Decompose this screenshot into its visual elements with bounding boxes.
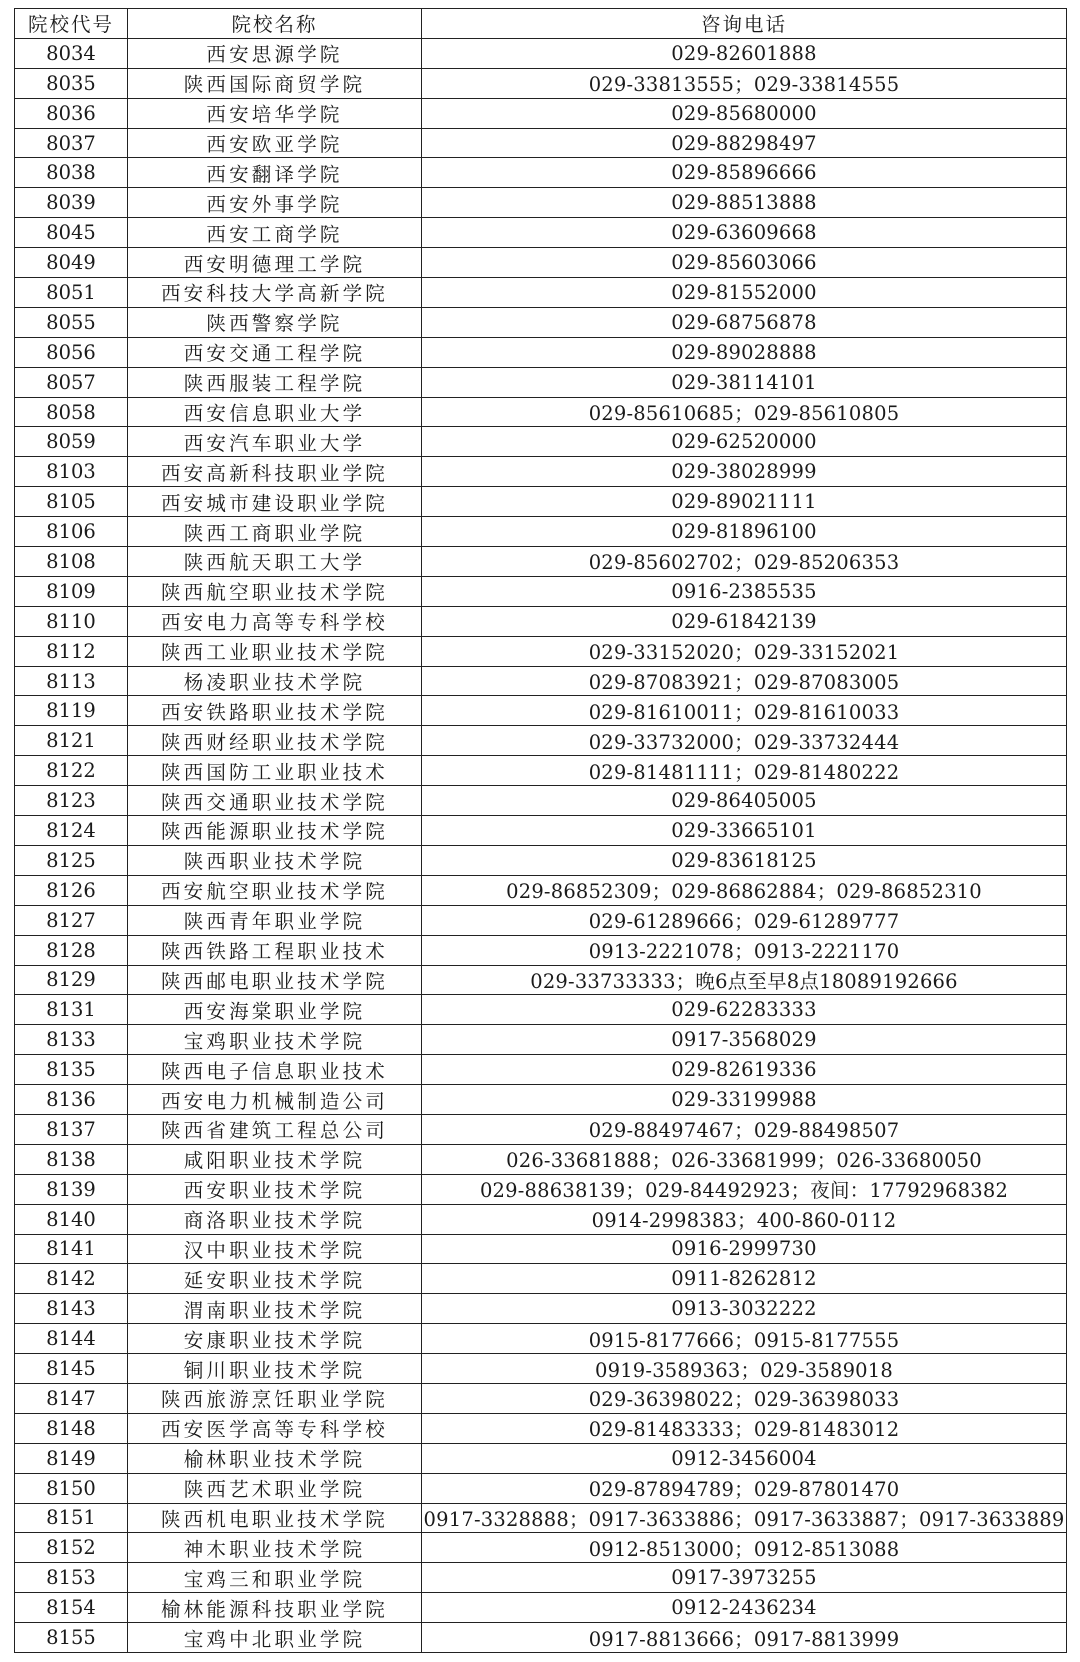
- school-name-cell: 西安欧亚学院: [128, 128, 422, 158]
- phone-cell: 0914-2998383；400-860-0112: [422, 1204, 1067, 1234]
- school-code-cell: 8122: [15, 756, 128, 786]
- header-phone: 咨询电话: [422, 9, 1067, 39]
- table-row: [15, 547, 1067, 577]
- school-code-cell: 8149: [15, 1443, 128, 1473]
- table-row: [15, 1354, 1067, 1384]
- table-row: [15, 965, 1067, 995]
- table-row: [15, 98, 1067, 128]
- table-row: [15, 905, 1067, 935]
- table-row: [15, 188, 1067, 218]
- phone-cell: 029-36398022；029-36398033: [422, 1383, 1067, 1413]
- phone-cell: 029-85603066: [422, 248, 1067, 278]
- phone-cell: 0915-8177666；0915-8177555: [422, 1324, 1067, 1354]
- school-name-cell: 西安思源学院: [128, 38, 422, 68]
- school-code-cell: 8055: [15, 307, 128, 337]
- table-row: [15, 1623, 1067, 1653]
- school-code-cell: 8135: [15, 1055, 128, 1085]
- school-code-cell: 8058: [15, 397, 128, 427]
- table-row: [15, 756, 1067, 786]
- table-row: [15, 158, 1067, 188]
- school-name-cell: 陕西能源职业技术学院: [128, 816, 422, 846]
- phone-cell: 029-85610685；029-85610805: [422, 397, 1067, 427]
- table-row: [15, 248, 1067, 278]
- table-row: [15, 1085, 1067, 1115]
- school-code-cell: 8121: [15, 726, 128, 756]
- phone-cell: 029-87083921；029-87083005: [422, 666, 1067, 696]
- phone-cell: 029-85896666: [422, 158, 1067, 188]
- table-row: [15, 1503, 1067, 1533]
- table-row: [15, 576, 1067, 606]
- school-name-cell: 西安电力高等专科学校: [128, 606, 422, 636]
- school-code-cell: 8152: [15, 1533, 128, 1563]
- table-row: [15, 1025, 1067, 1055]
- phone-cell: 029-86405005: [422, 786, 1067, 816]
- school-code-cell: 8133: [15, 1025, 128, 1055]
- table-row: [15, 1234, 1067, 1264]
- school-name-cell: 宝鸡三和职业学院: [128, 1563, 422, 1593]
- table-row: [15, 1473, 1067, 1503]
- phone-cell: 029-88298497: [422, 128, 1067, 158]
- table-row: [15, 1563, 1067, 1593]
- school-code-cell: 8051: [15, 278, 128, 308]
- school-code-cell: 8108: [15, 547, 128, 577]
- phone-cell: 0917-3973255: [422, 1563, 1067, 1593]
- school-name-cell: 陕西国防工业职业技术: [128, 756, 422, 786]
- phone-cell: 029-82619336: [422, 1055, 1067, 1085]
- school-code-cell: 8128: [15, 935, 128, 965]
- table-row: [15, 606, 1067, 636]
- school-name-cell: 西安培华学院: [128, 98, 422, 128]
- school-code-cell: 8147: [15, 1383, 128, 1413]
- phone-cell: 0913-3032222: [422, 1294, 1067, 1324]
- school-code-cell: 8126: [15, 875, 128, 905]
- school-name-cell: 陕西航天职工大学: [128, 547, 422, 577]
- school-name-cell: 宝鸡职业技术学院: [128, 1025, 422, 1055]
- phone-cell: 026-33681888；026-33681999；026-33680050: [422, 1144, 1067, 1174]
- school-name-cell: 西安外事学院: [128, 188, 422, 218]
- table-row: [15, 397, 1067, 427]
- school-name-cell: 西安明德理工学院: [128, 248, 422, 278]
- school-code-cell: 8155: [15, 1623, 128, 1653]
- school-name-cell: 榆林职业技术学院: [128, 1443, 422, 1473]
- table-row: [15, 367, 1067, 397]
- table-row: [15, 1593, 1067, 1623]
- school-code-cell: 8057: [15, 367, 128, 397]
- table-row: [15, 1294, 1067, 1324]
- school-code-cell: 8119: [15, 696, 128, 726]
- school-name-cell: 陕西铁路工程职业技术: [128, 935, 422, 965]
- phone-cell: 0912-3456004: [422, 1443, 1067, 1473]
- phone-cell: 029-86852309；029-86862884；029-86852310: [422, 875, 1067, 905]
- phone-cell: 029-81481111；029-81480222: [422, 756, 1067, 786]
- school-name-cell: 汉中职业技术学院: [128, 1234, 422, 1264]
- table-row: [15, 218, 1067, 248]
- school-name-cell: 陕西交通职业技术学院: [128, 786, 422, 816]
- phone-cell: 0917-3328888；0917-3633886；0917-3633887；0917-3633889: [422, 1503, 1067, 1533]
- phone-cell: 029-81552000: [422, 278, 1067, 308]
- school-code-cell: 8109: [15, 576, 128, 606]
- school-name-cell: 陕西警察学院: [128, 307, 422, 337]
- table-row: [15, 278, 1067, 308]
- phone-cell: 029-81896100: [422, 517, 1067, 547]
- table-row: [15, 1533, 1067, 1563]
- phone-cell: 0916-2999730: [422, 1234, 1067, 1264]
- table-row: [15, 337, 1067, 367]
- table-row: [15, 38, 1067, 68]
- school-code-cell: 8110: [15, 606, 128, 636]
- table-row: [15, 487, 1067, 517]
- phone-cell: 0913-2221078；0913-2221170: [422, 935, 1067, 965]
- table-row: [15, 666, 1067, 696]
- school-code-cell: 8113: [15, 666, 128, 696]
- table-row: [15, 935, 1067, 965]
- school-code-cell: 8139: [15, 1174, 128, 1204]
- school-name-cell: 铜川职业技术学院: [128, 1354, 422, 1384]
- school-name-cell: 陕西职业技术学院: [128, 845, 422, 875]
- phone-cell: 029-81483333；029-81483012: [422, 1413, 1067, 1443]
- school-name-cell: 陕西工业职业技术学院: [128, 636, 422, 666]
- school-code-cell: 8150: [15, 1473, 128, 1503]
- phone-cell: 029-33665101: [422, 816, 1067, 846]
- school-name-cell: 西安铁路职业技术学院: [128, 696, 422, 726]
- school-contact-table: [14, 8, 1067, 1653]
- school-code-cell: 8140: [15, 1204, 128, 1234]
- school-code-cell: 8148: [15, 1413, 128, 1443]
- table-row: [15, 1055, 1067, 1085]
- school-name-cell: 陕西国际商贸学院: [128, 68, 422, 98]
- school-code-cell: 8123: [15, 786, 128, 816]
- phone-cell: 029-88497467；029-88498507: [422, 1114, 1067, 1144]
- school-name-cell: 西安工商学院: [128, 218, 422, 248]
- school-name-cell: 西安海棠职业学院: [128, 995, 422, 1025]
- phone-cell: 029-89028888: [422, 337, 1067, 367]
- table-row: [15, 427, 1067, 457]
- school-code-cell: 8129: [15, 965, 128, 995]
- school-code-cell: 8039: [15, 188, 128, 218]
- school-name-cell: 陕西电子信息职业技术: [128, 1055, 422, 1085]
- school-name-cell: 陕西工商职业学院: [128, 517, 422, 547]
- school-name-cell: 渭南职业技术学院: [128, 1294, 422, 1324]
- school-code-cell: 8036: [15, 98, 128, 128]
- phone-cell: 029-38028999: [422, 457, 1067, 487]
- phone-cell: 029-83618125: [422, 845, 1067, 875]
- phone-cell: 029-62283333: [422, 995, 1067, 1025]
- table-row: [15, 1144, 1067, 1174]
- school-code-cell: 8112: [15, 636, 128, 666]
- school-code-cell: 8124: [15, 816, 128, 846]
- phone-cell: 0911-8262812: [422, 1264, 1067, 1294]
- phone-cell: 029-63609668: [422, 218, 1067, 248]
- phone-cell: 029-33152020；029-33152021: [422, 636, 1067, 666]
- school-code-cell: 8034: [15, 38, 128, 68]
- phone-cell: 029-61842139: [422, 606, 1067, 636]
- school-name-cell: 安康职业技术学院: [128, 1324, 422, 1354]
- school-code-cell: 8106: [15, 517, 128, 547]
- phone-cell: 029-33813555；029-33814555: [422, 68, 1067, 98]
- table-row: [15, 1204, 1067, 1234]
- school-code-cell: 8037: [15, 128, 128, 158]
- school-name-cell: 西安职业技术学院: [128, 1174, 422, 1204]
- school-code-cell: 8136: [15, 1085, 128, 1115]
- table-row: [15, 128, 1067, 158]
- school-name-cell: 陕西艺术职业学院: [128, 1473, 422, 1503]
- phone-cell: 0916-2385535: [422, 576, 1067, 606]
- phone-cell: 029-87894789；029-87801470: [422, 1473, 1067, 1503]
- school-name-cell: 商洛职业技术学院: [128, 1204, 422, 1234]
- school-name-cell: 陕西青年职业学院: [128, 905, 422, 935]
- school-code-cell: 8125: [15, 845, 128, 875]
- school-name-cell: 杨凌职业技术学院: [128, 666, 422, 696]
- school-code-cell: 8153: [15, 1563, 128, 1593]
- school-code-cell: 8105: [15, 487, 128, 517]
- table-row: [15, 517, 1067, 547]
- table-row: [15, 1443, 1067, 1473]
- table-body: [15, 38, 1067, 1652]
- table-row: [15, 1324, 1067, 1354]
- school-code-cell: 8035: [15, 68, 128, 98]
- table-row: [15, 875, 1067, 905]
- school-name-cell: 延安职业技术学院: [128, 1264, 422, 1294]
- school-code-cell: 8151: [15, 1503, 128, 1533]
- school-code-cell: 8038: [15, 158, 128, 188]
- phone-cell: 029-61289666；029-61289777: [422, 905, 1067, 935]
- school-code-cell: 8141: [15, 1234, 128, 1264]
- school-code-cell: 8142: [15, 1264, 128, 1294]
- school-name-cell: 西安翻译学院: [128, 158, 422, 188]
- phone-cell: 029-88513888: [422, 188, 1067, 218]
- phone-cell: 0912-8513000；0912-8513088: [422, 1533, 1067, 1563]
- table-row: [15, 995, 1067, 1025]
- school-name-cell: 西安交通工程学院: [128, 337, 422, 367]
- school-name-cell: 陕西邮电职业技术学院: [128, 965, 422, 995]
- phone-cell: 0917-3568029: [422, 1025, 1067, 1055]
- table-row: [15, 786, 1067, 816]
- table-row: [15, 1383, 1067, 1413]
- phone-cell: 029-85602702；029-85206353: [422, 547, 1067, 577]
- phone-cell: 029-38114101: [422, 367, 1067, 397]
- school-name-cell: 西安医学高等专科学校: [128, 1413, 422, 1443]
- phone-cell: 029-82601888: [422, 38, 1067, 68]
- table-row: [15, 1413, 1067, 1443]
- school-name-cell: 西安航空职业技术学院: [128, 875, 422, 905]
- school-name-cell: 咸阳职业技术学院: [128, 1144, 422, 1174]
- school-name-cell: 西安科技大学高新学院: [128, 278, 422, 308]
- phone-cell: 0917-8813666；0917-8813999: [422, 1623, 1067, 1653]
- table-row: [15, 845, 1067, 875]
- school-code-cell: 8145: [15, 1354, 128, 1384]
- school-code-cell: 8138: [15, 1144, 128, 1174]
- school-name-cell: 陕西旅游烹饪职业学院: [128, 1383, 422, 1413]
- table-row: [15, 1114, 1067, 1144]
- school-code-cell: 8144: [15, 1324, 128, 1354]
- phone-cell: 0919-3589363；029-3589018: [422, 1354, 1067, 1384]
- school-name-cell: 西安信息职业大学: [128, 397, 422, 427]
- phone-cell: 029-89021111: [422, 487, 1067, 517]
- table-row: [15, 457, 1067, 487]
- table-row: [15, 1174, 1067, 1204]
- school-name-cell: 陕西航空职业技术学院: [128, 576, 422, 606]
- school-name-cell: 西安高新科技职业学院: [128, 457, 422, 487]
- table-row: [15, 1264, 1067, 1294]
- phone-cell: 029-33732000；029-33732444: [422, 726, 1067, 756]
- phone-cell: 029-33733333；晚6点至早8点18089192666: [422, 965, 1067, 995]
- school-name-cell: 陕西财经职业技术学院: [128, 726, 422, 756]
- phone-cell: 029-68756878: [422, 307, 1067, 337]
- table-header-row: [15, 9, 1067, 39]
- phone-cell: 0912-2436234: [422, 1593, 1067, 1623]
- phone-cell: 029-33199988: [422, 1085, 1067, 1115]
- school-name-cell: 西安城市建设职业学院: [128, 487, 422, 517]
- table-row: [15, 696, 1067, 726]
- phone-cell: 029-88638139；029-84492923；夜间：17792968382: [422, 1174, 1067, 1204]
- school-code-cell: 8127: [15, 905, 128, 935]
- phone-cell: 029-81610011；029-81610033: [422, 696, 1067, 726]
- school-code-cell: 8131: [15, 995, 128, 1025]
- school-name-cell: 陕西服装工程学院: [128, 367, 422, 397]
- school-code-cell: 8103: [15, 457, 128, 487]
- school-code-cell: 8137: [15, 1114, 128, 1144]
- school-name-cell: 西安汽车职业大学: [128, 427, 422, 457]
- table-row: [15, 726, 1067, 756]
- school-name-cell: 陕西省建筑工程总公司: [128, 1114, 422, 1144]
- school-name-cell: 西安电力机械制造公司: [128, 1085, 422, 1115]
- school-name-cell: 榆林能源科技职业学院: [128, 1593, 422, 1623]
- header-code: 院校代号: [15, 9, 128, 39]
- table-row: [15, 68, 1067, 98]
- school-code-cell: 8059: [15, 427, 128, 457]
- school-name-cell: 神木职业技术学院: [128, 1533, 422, 1563]
- phone-cell: 029-85680000: [422, 98, 1067, 128]
- school-code-cell: 8049: [15, 248, 128, 278]
- phone-cell: 029-62520000: [422, 427, 1067, 457]
- table-row: [15, 636, 1067, 666]
- header-name: 院校名称: [128, 9, 422, 39]
- school-code-cell: 8045: [15, 218, 128, 248]
- school-name-cell: 宝鸡中北职业学院: [128, 1623, 422, 1653]
- school-code-cell: 8154: [15, 1593, 128, 1623]
- school-code-cell: 8056: [15, 337, 128, 367]
- table-row: [15, 816, 1067, 846]
- school-code-cell: 8143: [15, 1294, 128, 1324]
- school-name-cell: 陕西机电职业技术学院: [128, 1503, 422, 1533]
- table-row: [15, 307, 1067, 337]
